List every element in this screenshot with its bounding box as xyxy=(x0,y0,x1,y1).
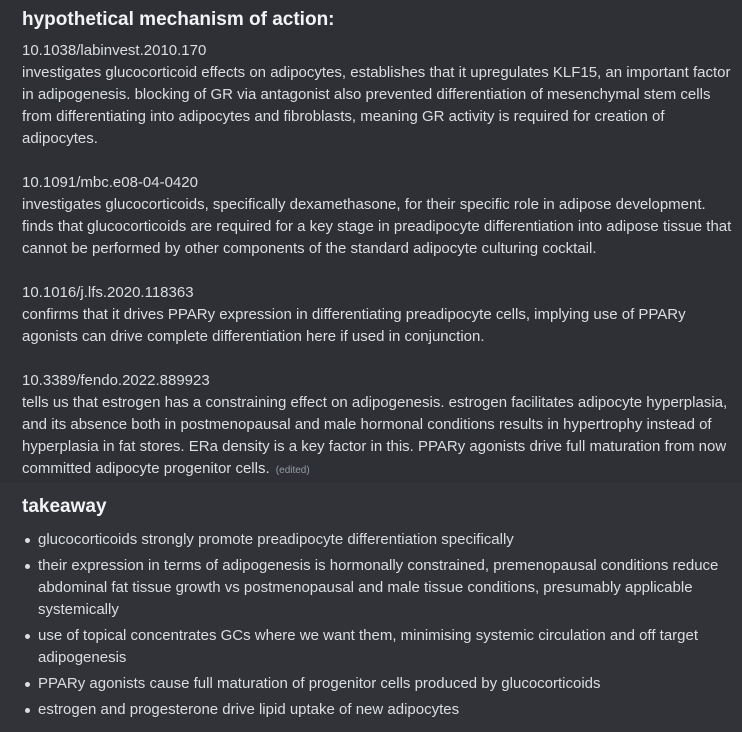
doi-text: 10.1038/labinvest.2010.170 xyxy=(22,42,207,59)
list-item xyxy=(22,699,734,721)
message-heading: takeaway xyxy=(22,496,107,517)
list-item xyxy=(22,625,734,669)
reference-summary: investigates glucocorticoid effects on adipocytes, establishes that it upregulates KLF15, an important factor in adipogenesis. blocking of GR via antagonist also prevented differentiation of mesenchymal stem cells from differentiating into adipocytes and fibroblasts, meaning GR activity is required for creation of adipocytes. xyxy=(22,64,731,147)
bullet-icon xyxy=(25,682,30,687)
reference-summary: investigates glucocorticoids, specifically dexamethasone, for their specific role in adipose development. finds that glucocorticoids are required for a key stage in preadipocyte differentiation into adipose tissue that cannot be performed by other components of the standard adipocyte culturing cocktail. xyxy=(22,196,732,257)
list-item xyxy=(22,529,734,551)
reference-summary: tells us that estrogen has a constraining effect on adipogenesis. estrogen facilitates adipocyte hyperplasia, and its absence both in postmenopausal and male hormonal conditions results in hypertrophy instead of hyperplasia in fat stores. ERa density is a key factor in this. PPARy agonists drive full maturation from now committed adipocyte progenitor cells. xyxy=(22,394,728,477)
doi-text: 10.1016/j.lfs.2020.118363 xyxy=(22,284,194,301)
doi-text: 10.1091/mbc.e08-04-0420 xyxy=(22,174,198,191)
message-heading: hypothetical mechanism of action: xyxy=(22,9,335,30)
reference-entry xyxy=(22,370,734,482)
list-item xyxy=(22,673,734,695)
list-item xyxy=(22,555,734,621)
bullet-icon xyxy=(25,538,30,543)
list-item-text: PPARy agonists cause full maturation of progenitor cells produced by glucocorticoids xyxy=(38,675,601,692)
message-takeaway xyxy=(0,483,742,732)
bullet-icon xyxy=(25,564,30,569)
doi-text: 10.3389/fendo.2022.889923 xyxy=(22,372,210,389)
reference-entry xyxy=(22,282,734,348)
takeaway-list xyxy=(22,529,734,721)
list-item-text: use of topical concentrates GCs where we want them, minimising systemic circulation and off target adipogenesis xyxy=(38,627,699,666)
list-item-text: estrogen and progesterone drive lipid uptake of new adipocytes xyxy=(38,701,460,718)
bullet-icon xyxy=(25,634,30,639)
list-item-text: glucocorticoids strongly promote preadipocyte differentiation specifically xyxy=(38,531,514,548)
edited-label: (edited) xyxy=(275,465,310,476)
reference-entry xyxy=(22,40,734,150)
list-item-text: their expression in terms of adipogenesis is hormonally constrained, premenopausal conditions reduce abdominal fat tissue growth vs postmenopausal and male tissue conditions, presumably applicable systemically xyxy=(38,557,719,618)
reference-entry xyxy=(22,172,734,260)
bullet-icon xyxy=(25,708,30,713)
reference-summary: confirms that it drives PPARy expression in differentiating preadipocyte cells, implying use of PPARy agonists can drive complete differentiation here if used in conjunction. xyxy=(22,306,686,345)
